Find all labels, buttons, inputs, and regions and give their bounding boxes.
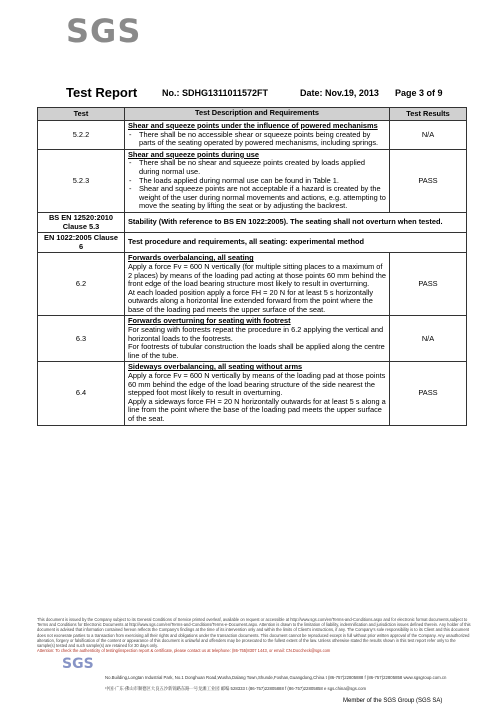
- legal-footer: [37, 617, 473, 653]
- requirement-text: For seating with footrests repeat the procedure in 6.2 applying the vertical and horizontal loads to the footrests. For footrests of tubular construction the loads shall be applied along the centre line of the tube.: [128, 325, 385, 360]
- stamp-logo: SGS: [62, 656, 94, 672]
- requirement-item: - The loads applied during normal use can be found in Table 1.: [139, 177, 386, 186]
- table-row: [38, 212, 467, 232]
- section-heading: Sideways overbalancing, all seating without arms: [128, 362, 303, 372]
- test-result: N/A: [390, 121, 467, 150]
- table-header-row: [38, 108, 467, 121]
- requirement-text: Apply a force Fv = 600 N vertically by means of the loading pad at those points 60 mm behind the edge of the load bearing structure of the side nearest the stepped foot most likely to result in overturning. Apply a sideways force FH = 20 N horizontally outwards for at least 5 s along a line from the point where the base of the loading pad meets the upper surface of the seat.: [128, 371, 386, 423]
- table-row: [38, 121, 467, 150]
- test-result: PASS: [390, 149, 467, 212]
- table-row: [38, 316, 467, 362]
- stability-requirement: Stability (With reference to BS EN 1022:2005). The seating shall not overturn when tested.: [125, 212, 467, 232]
- test-description: [125, 362, 390, 425]
- address-line-en: No.Building,Longtan Industrial Park, No.1 Donghuan Road,Wusha,Dalang Town,Shunde,Foshan,Guangdong,China t (86-757)22805888 f (86-757)22805858 www.sgsgroup.com.cn: [105, 675, 447, 680]
- report-title: Test Report: [66, 85, 138, 100]
- standard-clause: EN 1022:2005 Clause 6: [38, 233, 125, 253]
- test-clause: 6.2: [38, 253, 125, 316]
- page-number: Page 3 of 9: [395, 88, 443, 98]
- test-description: [125, 121, 390, 150]
- test-result: N/A: [390, 316, 467, 362]
- requirement-text: Apply a force Fv = 600 N vertically (for multiple sitting places to a maximum of 2 places) by means of the loading pad acting at those points 60 mm behind the front edge of the load bearing structure most likely to result in overturning. At each loaded position apply a force FH = 20 N for at least 5 s horizontally outwards along a horizontal line extended forward from the point where the base of the loading pad meets the upper surface of the seat.: [128, 261, 387, 314]
- test-result: PASS: [390, 362, 467, 425]
- authenticity-note: Attention: To check the authenticity of testing/inspection report & certificate, please contact us at telephone: (86-755)8307 1443, or email: CN.Doccheck@sgs.com: [37, 648, 331, 654]
- test-description: [125, 253, 390, 316]
- company-stamp: [40, 654, 150, 690]
- table-row: [38, 233, 467, 253]
- col-header-test: Test: [38, 108, 125, 121]
- section-heading: Forwards overbalancing, all seating: [128, 253, 254, 263]
- sgs-logo: SGS: [66, 12, 142, 50]
- test-result: PASS: [390, 253, 467, 316]
- test-clause: 5.2.3: [38, 149, 125, 212]
- test-clause: 6.4: [38, 362, 125, 425]
- requirement-item: - Shear and squeeze points are not acceptable if a hazard is created by the weight of the user during normal movements and actions, e.g. attempting to move the seating by lifting the seat or by adjusting the backrest.: [139, 185, 386, 211]
- test-clause: 6.3: [38, 316, 125, 362]
- terms-text: This document is issued by the Company subject to its General Conditions of Service printed overleaf, available on request or accessible at http://www.sgs.com/en/Terms-and-Conditions.aspx and for electronic format documents,subject to Terms and Conditions for Electronic Documents at http://www.sgs.com/en/Terms-and-Conditions/Terms-e-Document.aspx. Attention is drawn to the limitation of liability, indemnification and jurisdiction issues defined therein. Any holder of this document is advised that information contained hereon reflects the Company's findings at the time of its intervention only and within the limits of Client's instructions, if any. The Company's sole responsibility is to its Client and this document does not exonerate parties to a transaction from exercising all their rights and obligations under the transaction documents. This document cannot be reproduced except in full without prior written approval of the Company. Any unauthorized alteration, forgery or falsification of the content or appearance of this document is unlawful and offenders may be prosecuted to the fullest extent of the law. Unless otherwise stated the results shown in this test report refer only to the sample(s) tested and such sample(s) are retained for 30 days only.: [37, 617, 471, 649]
- requirement-list: [128, 159, 386, 211]
- test-table: [37, 107, 467, 426]
- requirement-item: - There shall be no accessible shear or squeeze points being created by parts of the seating operated by powered mechanisms, including springs.: [139, 131, 386, 148]
- address-line-cn: 中国·广东·佛山市顺德区大良五沙新锦路东路一号龙滩工业园 邮编 528333 t (86-757)22805888 f (86-757)22805858 e sgs.china@sgs.com: [105, 686, 367, 691]
- procedure-heading: Test procedure and requirements, all seating: experimental method: [125, 233, 467, 253]
- col-header-results: Test Results: [390, 108, 467, 121]
- test-description: [125, 316, 390, 362]
- member-note: Member of the SGS Group (SGS SA): [343, 698, 443, 704]
- section-heading: Shear and squeeze points under the influence of powered mechanisms: [128, 121, 378, 130]
- requirement-item: - There shall be no shear and squeeze points created by loads applied during normal use.: [139, 159, 386, 176]
- table-row: [38, 253, 467, 316]
- col-header-description: Test Description and Requirements: [125, 108, 390, 121]
- table-row: [38, 362, 467, 425]
- section-heading: Forwards overturning for seating with footrest: [128, 316, 291, 326]
- requirement-list: [128, 131, 386, 148]
- report-date: Date: Nov.19, 2013: [300, 88, 379, 98]
- test-description: [125, 149, 390, 212]
- standard-clause: BS EN 12520:2010 Clause 5.3: [38, 212, 125, 232]
- test-clause: 5.2.2: [38, 121, 125, 150]
- report-number: No.: SDHG1311011572FT: [162, 88, 269, 98]
- table-row: [38, 149, 467, 212]
- section-heading: Shear and squeeze points during use: [128, 149, 260, 159]
